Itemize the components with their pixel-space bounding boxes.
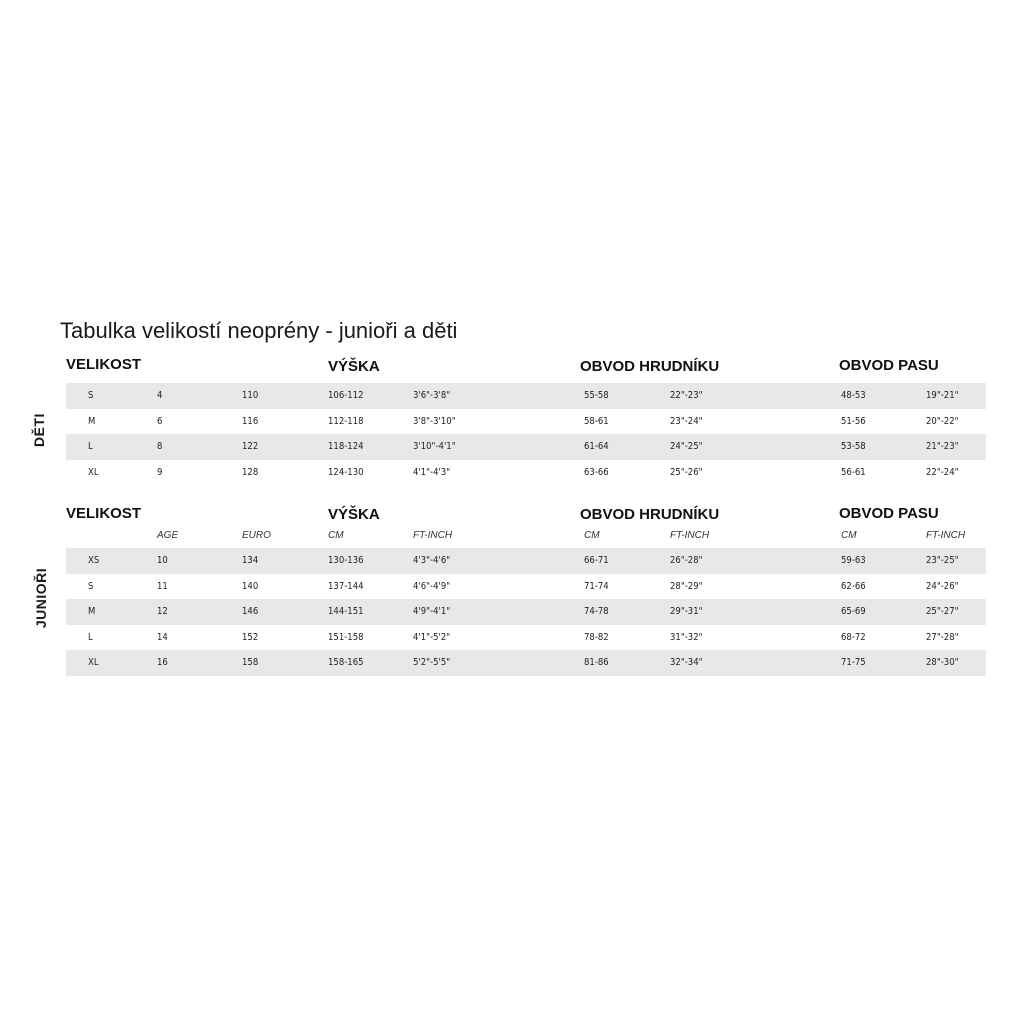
cell-size: XS [88,555,100,566]
juniori-section-label: JUNIOŘI [33,567,50,629]
cell-waist-ftinch: 27"-28" [926,631,959,643]
table-row [66,548,986,574]
cell-chest-cm: 71-74 [584,580,609,592]
juniori-subheader-ftinch: FT-INCH [413,530,453,541]
cell-chest-ftinch: 26"-28" [670,555,703,566]
cell-height-cm: 124-130 [328,466,364,478]
cell-euro: 158 [242,657,259,668]
juniori-subheader-chest-cm: CM [584,530,600,541]
cell-height-ftinch: 4'6"-4'9" [413,580,451,592]
cell-chest-ftinch: 28"-29" [670,580,703,592]
cell-age: 6 [157,415,163,427]
table-row [66,460,986,486]
cell-height-ftinch: 4'3"-4'6" [413,555,451,566]
table-row [66,650,986,676]
cell-age: 10 [157,555,168,566]
cell-waist-cm: 68-72 [841,631,866,643]
cell-height-cm: 118-124 [328,441,364,452]
cell-height-ftinch: 3'6"-3'8" [413,390,451,401]
juniori-subheader-waist-cm: CM [841,530,857,541]
cell-waist-cm: 59-63 [841,555,866,566]
deti-header-height: VÝŠKA [328,358,380,375]
cell-euro: 134 [242,555,259,566]
cell-size: S [88,580,94,592]
cell-waist-cm: 56-61 [841,466,866,478]
cell-waist-ftinch: 22"-24" [926,466,959,478]
cell-waist-cm: 51-56 [841,415,866,427]
cell-height-ftinch: 4'9"-4'1" [413,606,451,617]
juniori-subheader-age: AGE [157,530,179,541]
cell-size: L [88,441,93,452]
table-row [66,574,986,600]
deti-header-chest: OBVOD HRUDNÍKU [580,358,720,375]
cell-age: 11 [157,580,168,592]
cell-euro: 116 [242,415,259,427]
cell-height-ftinch: 5'2"-5'5" [413,657,451,668]
cell-age: 14 [157,631,168,643]
juniori-subheader-cm: CM [328,530,344,541]
cell-chest-cm: 74-78 [584,606,609,617]
cell-size: M [88,415,96,427]
cell-height-ftinch: 3'8"-3'10" [413,415,456,427]
table-row [66,409,986,435]
table-row [66,434,986,460]
page-title: Tabulka velikostí neoprény - junioři a děti [60,318,458,343]
cell-euro: 146 [242,606,259,617]
cell-chest-ftinch: 31"-32" [670,631,703,643]
table-row [66,383,986,409]
cell-euro: 128 [242,466,259,478]
juniori-subheader-chest-ftinch: FT-INCH [670,530,710,541]
deti-section-label: DĚTI [30,413,47,447]
cell-euro: 152 [242,631,259,643]
cell-waist-cm: 53-58 [841,441,866,452]
cell-size: XL [88,657,99,668]
juniori-subheader-waist-ftinch: FT-INCH [926,530,966,541]
cell-chest-ftinch: 22"-23" [670,390,703,401]
cell-euro: 122 [242,441,259,452]
cell-height-cm: 137-144 [328,580,364,592]
deti-header-size: VELIKOST [66,356,142,373]
cell-height-cm: 112-118 [328,415,364,427]
cell-chest-cm: 78-82 [584,631,609,643]
cell-waist-cm: 65-69 [841,606,866,617]
cell-chest-ftinch: 24"-25" [670,441,703,452]
juniori-subheader-euro: EURO [242,530,271,541]
cell-chest-ftinch: 25"-26" [670,466,703,478]
cell-chest-cm: 81-86 [584,657,609,668]
juniori-header-height: VÝŠKA [328,506,380,523]
cell-age: 4 [157,390,163,401]
cell-height-cm: 158-165 [328,657,364,668]
cell-age: 16 [157,657,168,668]
cell-chest-cm: 61-64 [584,441,609,452]
cell-waist-ftinch: 24"-26" [926,580,959,592]
cell-chest-cm: 66-71 [584,555,609,566]
juniori-header-waist: OBVOD PASU [839,505,939,522]
cell-chest-cm: 63-66 [584,466,609,478]
cell-chest-ftinch: 23"-24" [670,415,703,427]
cell-waist-ftinch: 20"-22" [926,415,959,427]
cell-size: M [88,606,96,617]
cell-chest-ftinch: 32"-34" [670,657,703,668]
cell-size: S [88,390,94,401]
cell-waist-ftinch: 25"-27" [926,606,959,617]
cell-height-cm: 144-151 [328,606,364,617]
cell-age: 8 [157,441,163,452]
juniori-header-chest: OBVOD HRUDNÍKU [580,506,720,523]
cell-height-ftinch: 4'1"-4'3" [413,466,451,478]
cell-height-cm: 151-158 [328,631,364,643]
cell-waist-ftinch: 21"-23" [926,441,959,452]
cell-waist-cm: 71-75 [841,657,866,668]
cell-age: 9 [157,466,163,478]
table-row [66,599,986,625]
cell-height-ftinch: 3'10"-4'1" [413,441,456,452]
juniori-header-size: VELIKOST [66,505,142,522]
cell-euro: 110 [242,390,259,401]
cell-chest-cm: 58-61 [584,415,609,427]
cell-size: XL [88,466,99,478]
cell-age: 12 [157,606,168,617]
cell-size: L [88,631,93,643]
cell-height-ftinch: 4'1"-5'2" [413,631,451,643]
cell-waist-ftinch: 19"-21" [926,390,959,401]
cell-height-cm: 106-112 [328,390,364,401]
cell-waist-cm: 62-66 [841,580,866,592]
table-row [66,625,986,651]
cell-chest-cm: 55-58 [584,390,609,401]
cell-waist-ftinch: 28"-30" [926,657,959,668]
cell-euro: 140 [242,580,259,592]
cell-height-cm: 130-136 [328,555,364,566]
cell-waist-ftinch: 23"-25" [926,555,959,566]
deti-header-waist: OBVOD PASU [839,357,939,374]
cell-chest-ftinch: 29"-31" [670,606,703,617]
cell-waist-cm: 48-53 [841,390,866,401]
